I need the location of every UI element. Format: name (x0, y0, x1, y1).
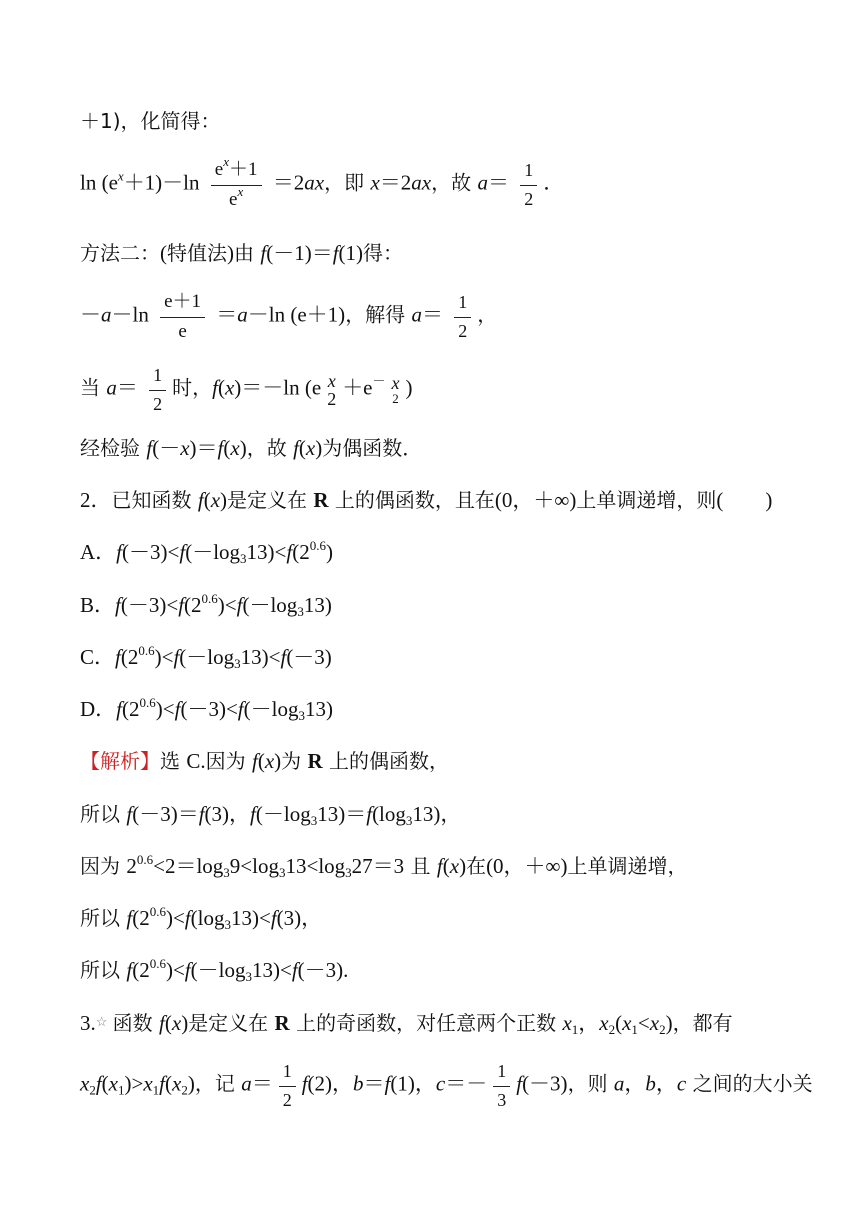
fraction-half: $\frac{1}{2}$ (149, 366, 166, 413)
star-icon: ☆ (95, 1014, 108, 1029)
text-line-3: 方法二：(特值法)由 f(－1)＝f(1)得： (80, 241, 404, 265)
text-line-2: $\ln (e^x+1)-\ln$ $\frac{e^x+1}{e^x}$ ＝2ax，即 x＝2ax，故 a＝ $\frac{1}{2}$ ． (80, 154, 565, 210)
text-line-4: －a－ln $\frac{e+1}{e}$ ＝a－ln (e＋1)，解得 a＝ $\frac{1}{2}$ ， (80, 291, 498, 342)
fraction-half: $\frac{1}{2}$ (520, 161, 537, 208)
analysis-line-2: 所以 f(－3)＝f(3)，$f(-\log_313)=f(\log_313)$， (80, 802, 462, 828)
analysis-line-4: 所以 $f(2^{0.6})<f(\log_313)<f(3)$， (80, 904, 323, 932)
question-3: 3.☆ 函数 f(x)是定义在 R 上的奇函数，对任意两个正数 $x_1$，$x_2(x_1<x_2)$，都有 (80, 1011, 733, 1037)
option-d: D．$f(2^{0.6})<f(-3)<f(-\log_313)$ (80, 695, 333, 723)
text-line-6: 经检验 f(－x)＝f(x)，故 f(x)为偶函数． (80, 436, 423, 460)
option-b: B．$f(-3)<f(2^{0.6})<f(-\log_313)$ (80, 591, 332, 619)
analysis-line-1: 【解析】选 C.因为 f(x)为 R 上的偶函数， (80, 749, 450, 773)
analysis-line-3: 因为 $2^{0.6}<2=\log_39<\log_313<\log_327=3$ 且 f(x)在(0，＋∞)上单调递增， (80, 852, 688, 880)
fraction: $\frac{e+1}{e}$ (160, 292, 205, 341)
fraction: $\frac{e^x+1}{e^x}$ (211, 160, 262, 209)
question-2: 2．已知函数 f(x)是定义在 R 上的偶函数，且在(0，＋∞)上单调递增，则( ) (80, 488, 773, 512)
question-3-line-2: $x_2f(x_1)>x_1f(x_2)$，记 a＝ $\frac{1}{2}$ f(2)，b＝f(1)，c＝－ $\frac{1}{3}$ f(－3)，则 a，b，c 之间的大小关 (80, 1061, 813, 1110)
analysis-line-5: 所以 $f(2^{0.6})<f(-\log_313)<f(-3)$. (80, 956, 349, 984)
fraction-half: $\frac{1}{2}$ (454, 293, 471, 340)
option-a: A．$f(-3)<f(-\log_313)<f(2^{0.6})$ (80, 538, 333, 566)
option-c: C．$f(2^{0.6})<f(-\log_313)<f(-3)$ (80, 643, 332, 671)
text-line-5: 当 a＝ $\frac{1}{2}$ 时，f(x)＝－ln (e x 2 ＋e－ x 2 ) (80, 365, 413, 414)
analysis-tag: 【解析】 (80, 749, 160, 773)
text-line-1: ＋1)，化简得： (80, 109, 221, 133)
